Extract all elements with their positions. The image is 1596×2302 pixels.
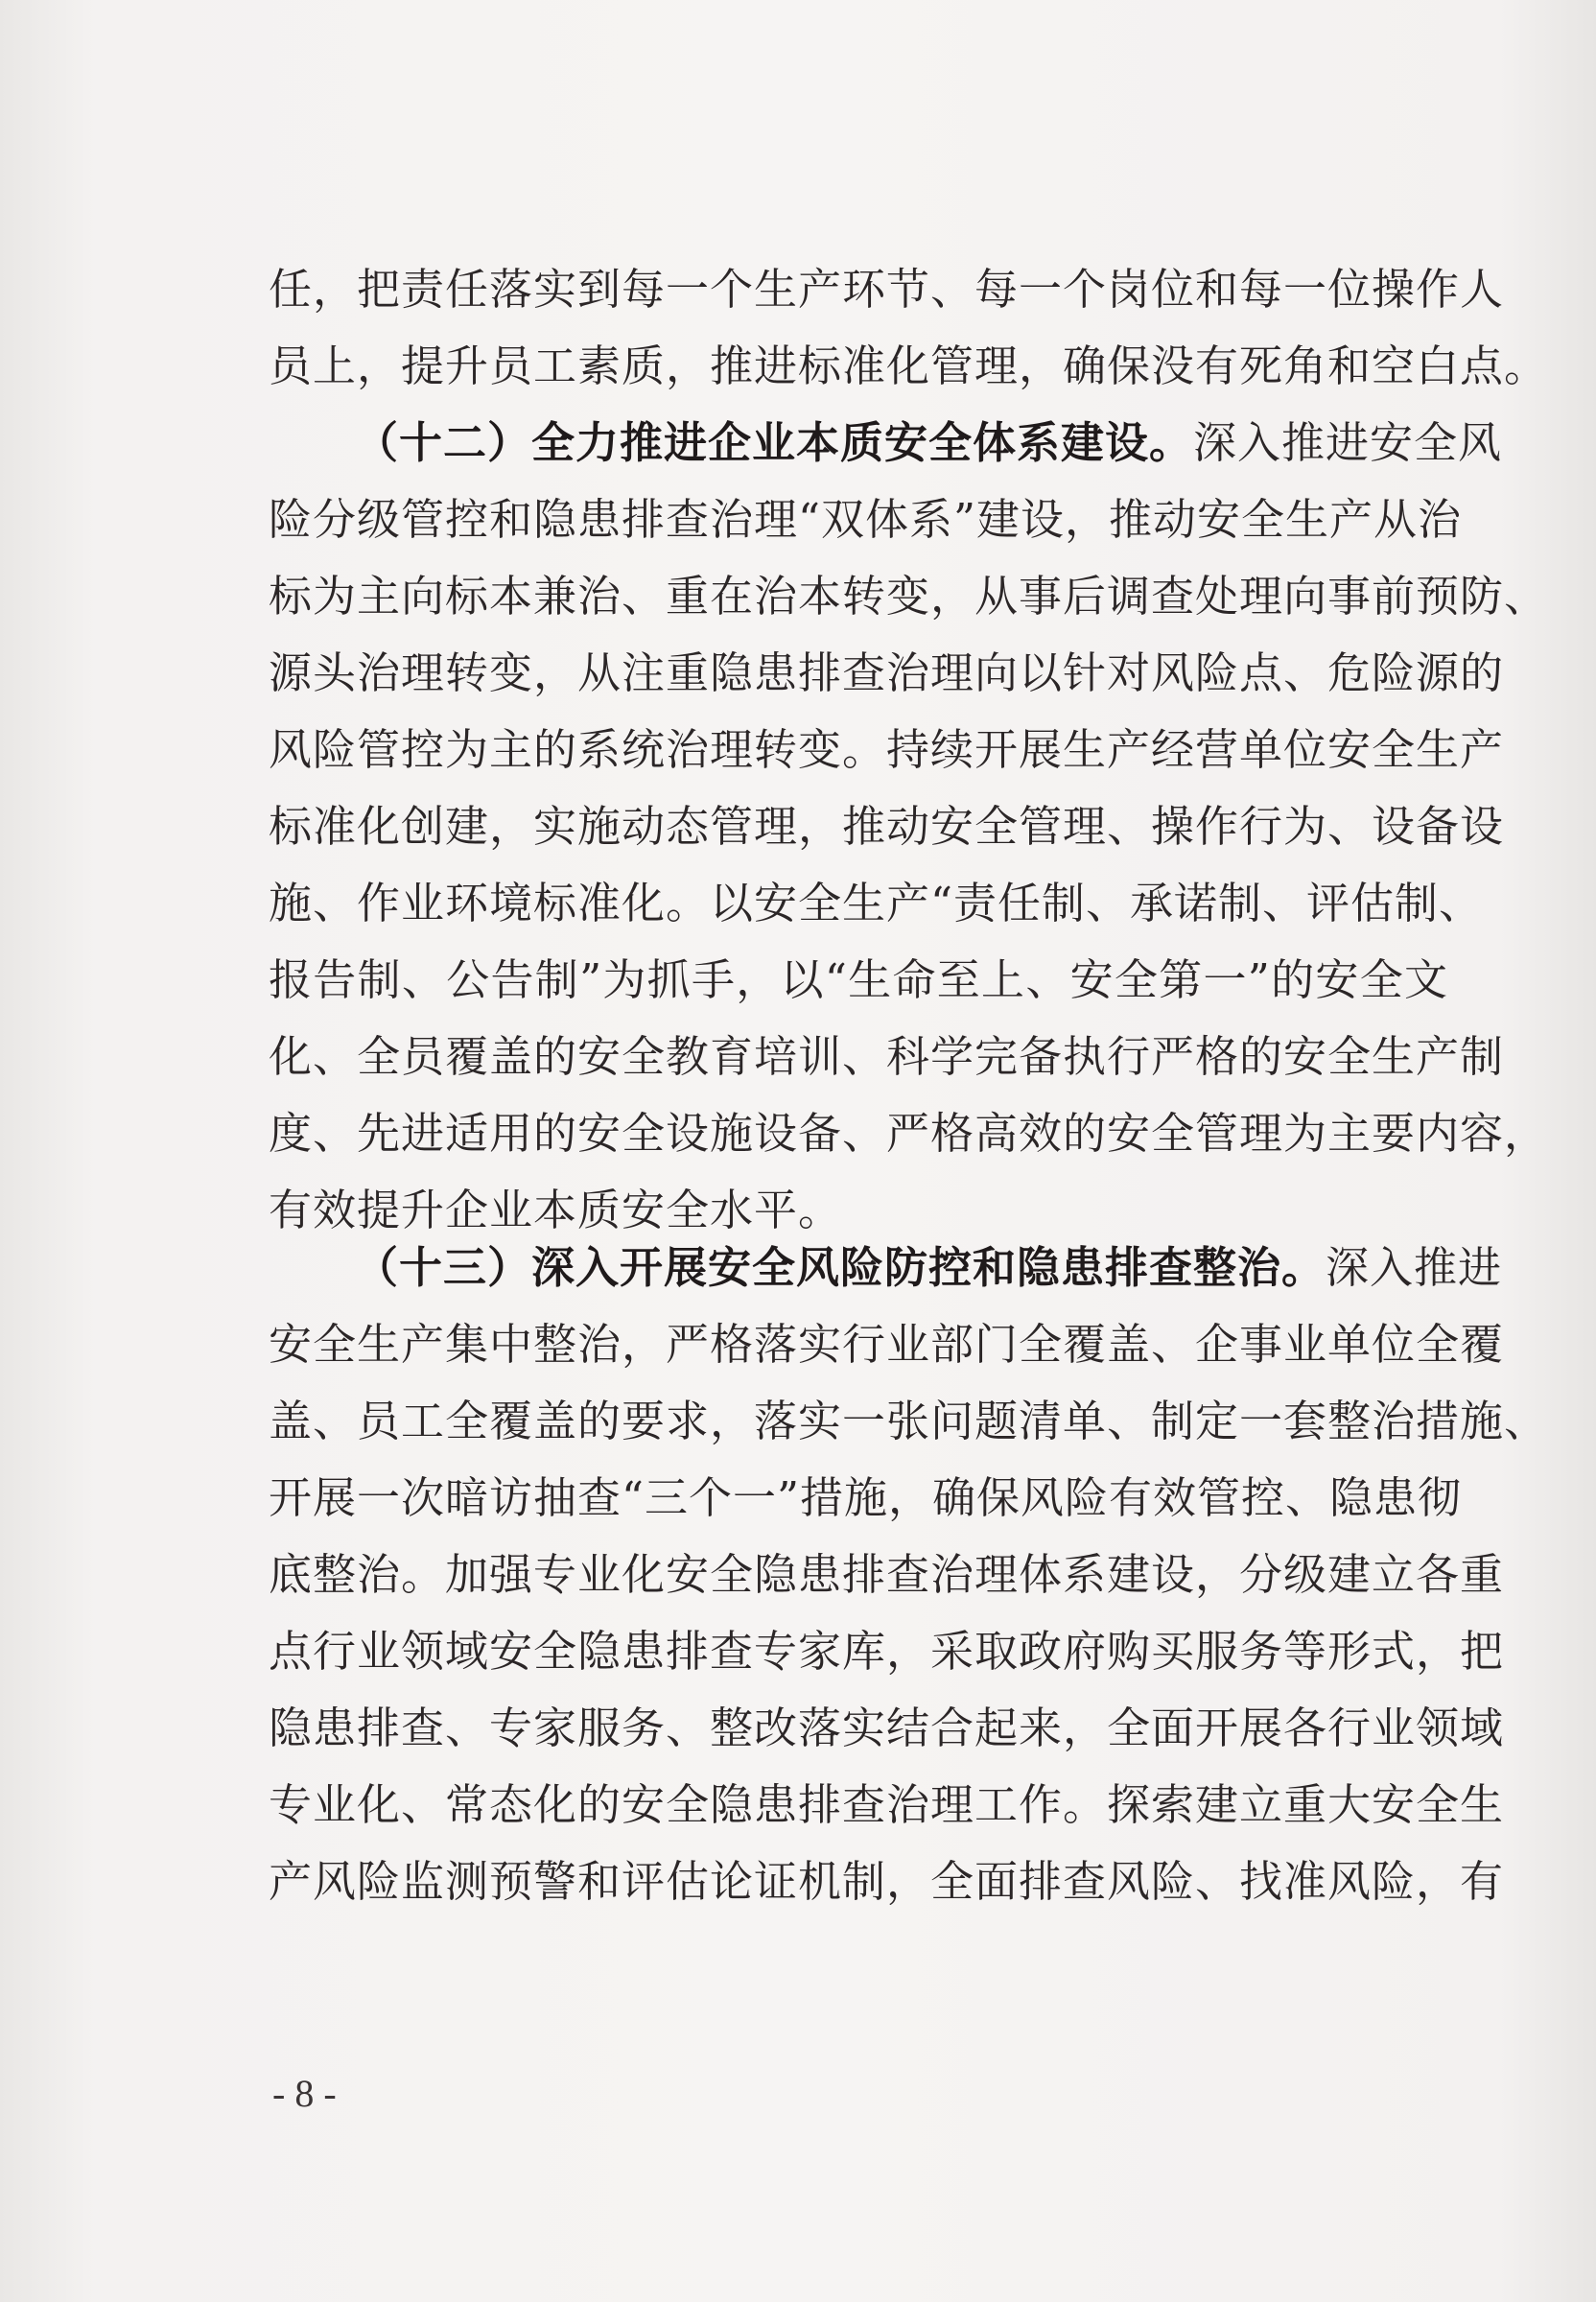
section-12-first-line [355,412,1503,474]
text-line: 报告制、公告制”为抓手，以“生命至上、安全第一”的安全文 [269,954,1448,1005]
section-12-first-text: 深入推进安全风 [1193,417,1503,468]
text-line: 风险管控为主的系统治理转变。持续开展生产经营单位安全生产 [269,724,1505,775]
text-line: 隐患排查、专家服务、整改落实结合起来，全面开展各行业领域 [269,1703,1505,1753]
text-line: 有效提升企业本质安全水平。 [269,1185,843,1235]
text-line: 底整治。加强专业化安全隐患排查治理体系建设，分级建立各重 [269,1549,1505,1600]
text-line: 点行业领域安全隐患排查专家库，采取政府购买服务等形式，把 [269,1626,1505,1677]
text-line: 开展一次暗访抽查“三个一”措施，确保风险有效管控、隐患彻 [269,1472,1463,1523]
text-line: 产风险监测预警和评估论证机制，全面排查风险、找准风险，有 [269,1856,1505,1907]
text-line: 员上，提升员工素质，推进标准化管理，确保没有死角和空白点。 [269,341,1549,391]
text-line: 标为主向标本兼治、重在治本转变，从事后调查处理向事前预防、 [269,571,1549,622]
text-line: 专业化、常态化的安全隐患排查治理工作。探索建立重大安全生 [269,1779,1505,1830]
section-12-heading: （十二）全力推进企业本质安全体系建设。 [355,417,1194,468]
text-line: 度、先进适用的安全设施设备、严格高效的安全管理为主要内容， [269,1108,1549,1159]
text-line: 施、作业环境标准化。以安全生产“责任制、承诺制、评估制、 [269,878,1484,928]
section-13-heading: （十三）深入开展安全风险防控和隐患排查整治。 [355,1242,1326,1293]
section-13-first-text: 深入推进 [1326,1242,1503,1293]
section-13-first-line [355,1237,1503,1299]
text-line: 任，把责任落实到每一个生产环节、每一个岗位和每一位操作人 [269,264,1505,315]
text-line: 盖、员工全覆盖的要求，落实一张问题清单、制定一套整治措施、 [269,1396,1549,1446]
text-line: 安全生产集中整治，严格落实行业部门全覆盖、企事业单位全覆 [269,1319,1505,1370]
text-line: 标准化创建，实施动态管理，推动安全管理、操作行为、设备设 [269,801,1505,852]
text-line: 险分级管控和隐患排查治理“双体系”建设，推动安全生产从治 [269,494,1463,545]
page-number: - 8 - [272,2072,337,2115]
text-line: 源头治理转变，从注重隐患排查治理向以针对风险点、危险源的 [269,647,1505,698]
text-line: 化、全员覆盖的安全教育培训、科学完备执行严格的安全生产制 [269,1031,1505,1082]
